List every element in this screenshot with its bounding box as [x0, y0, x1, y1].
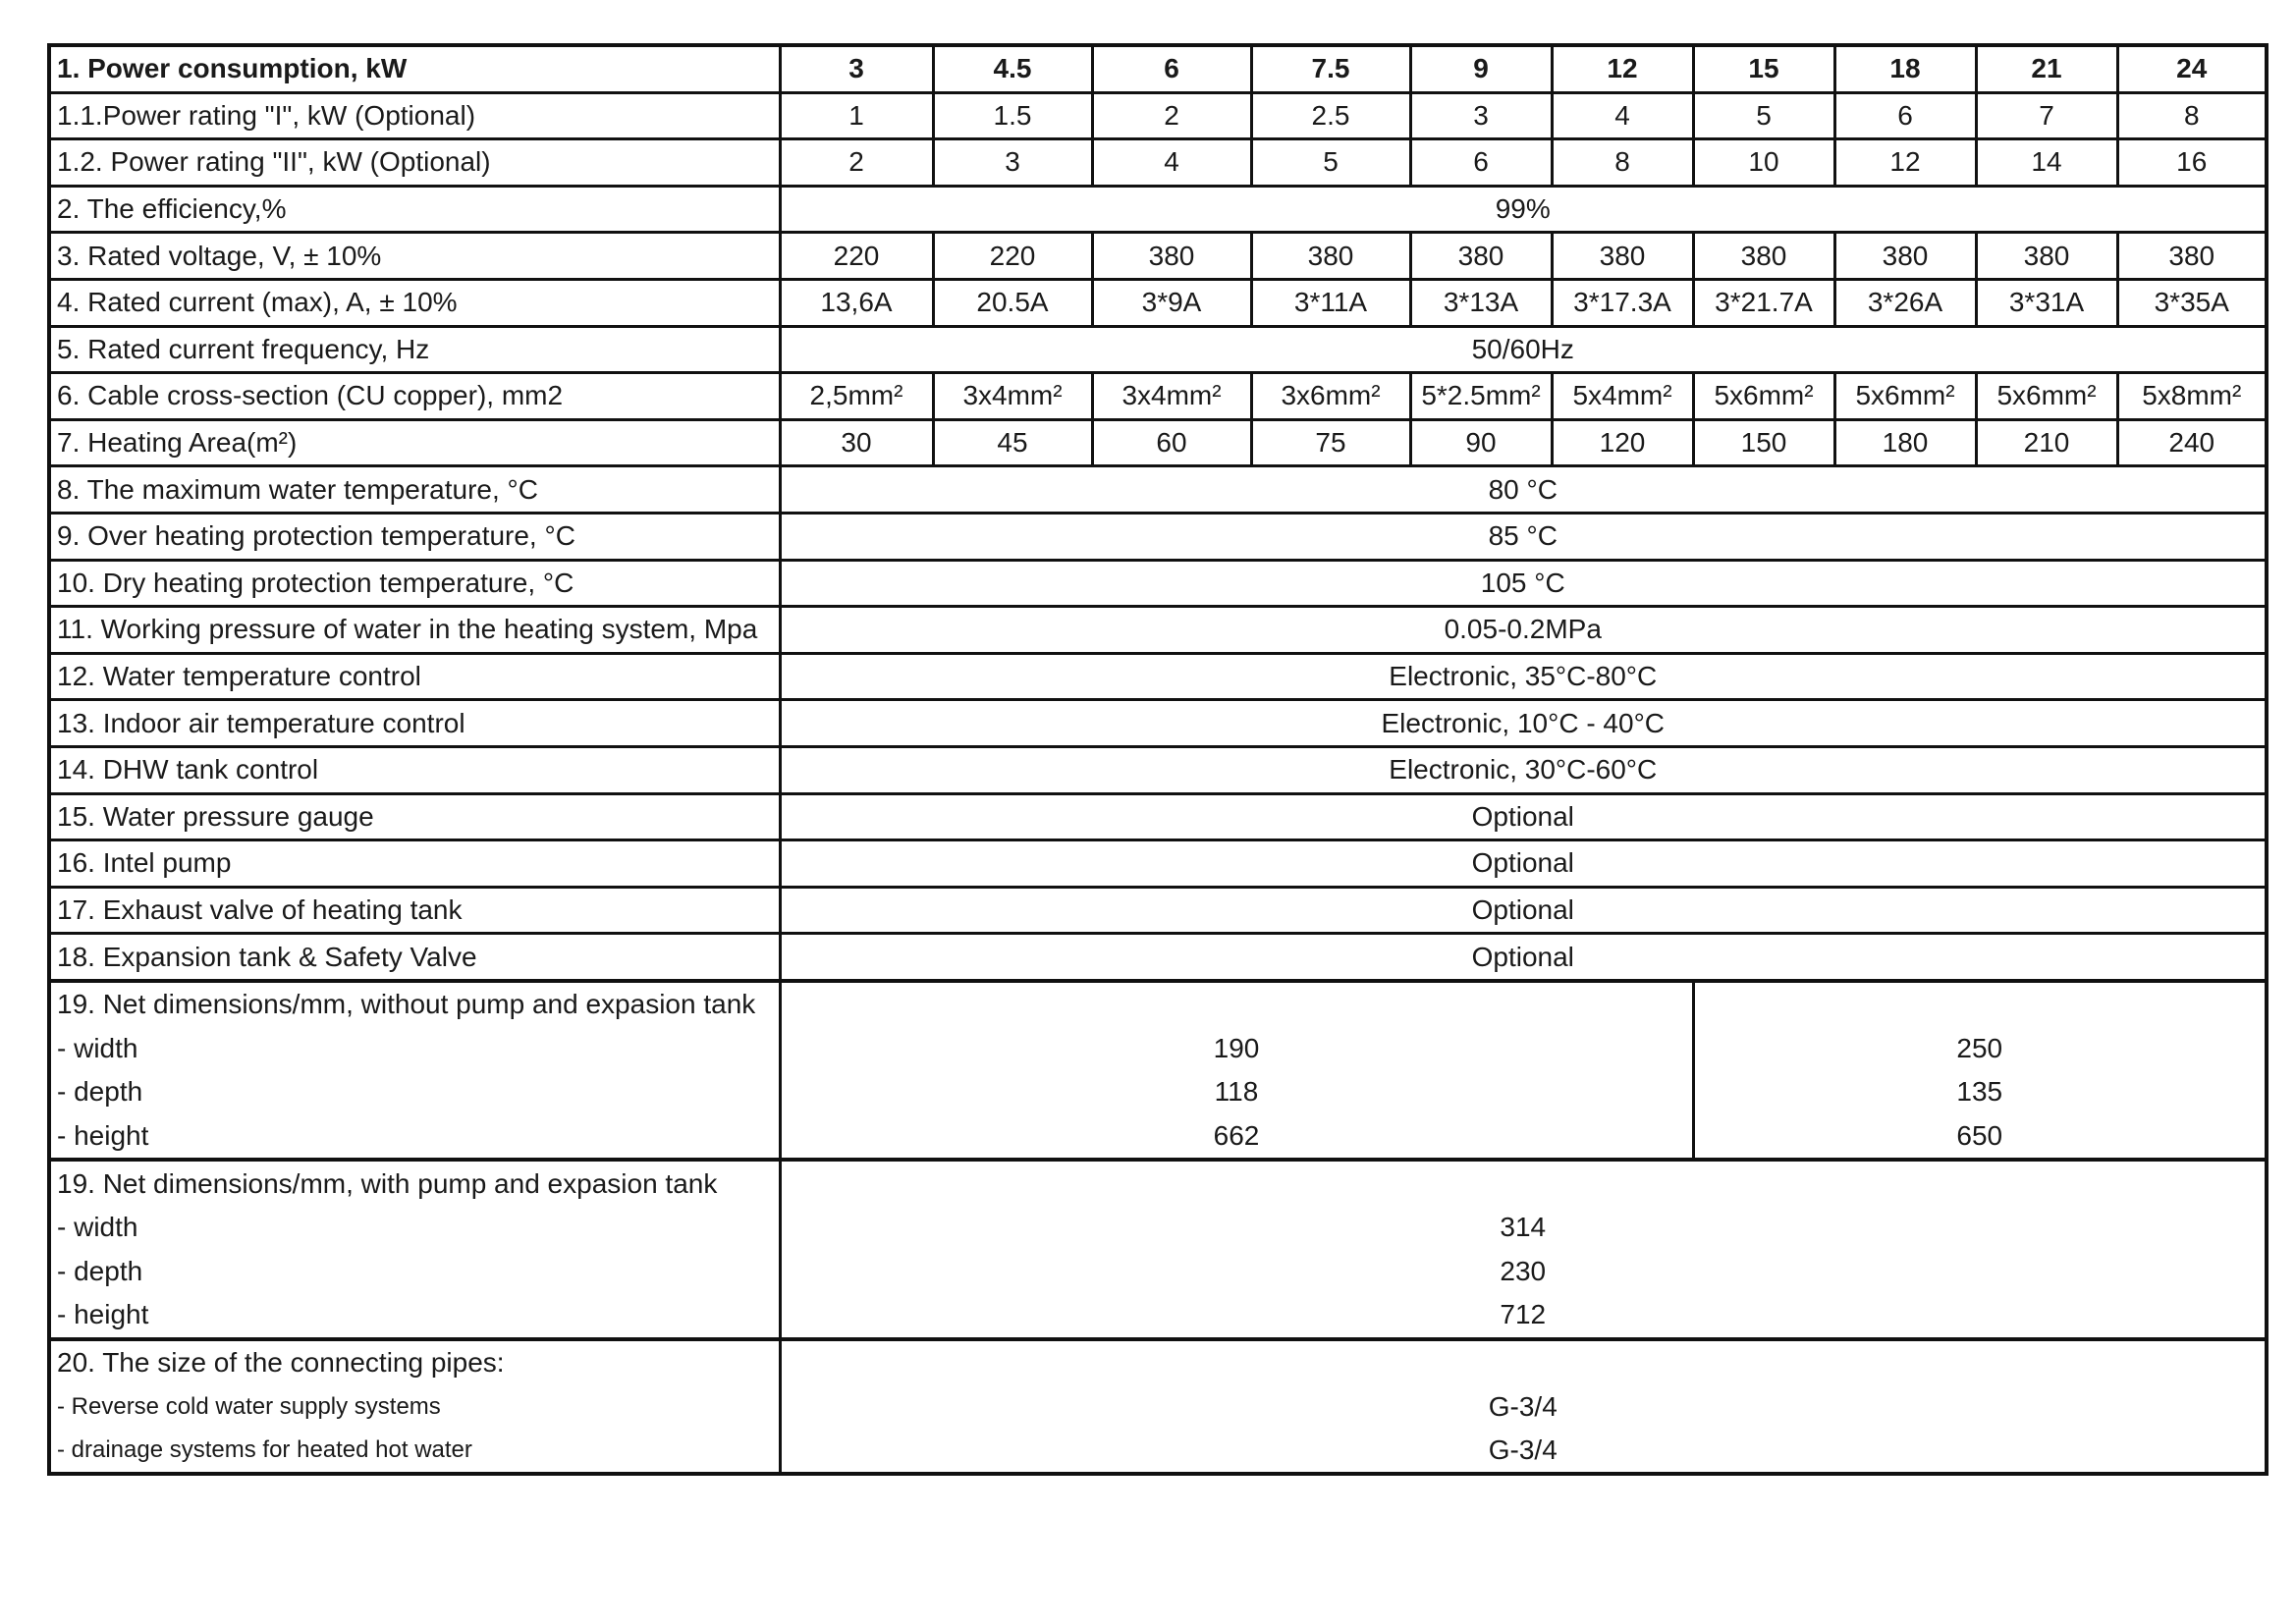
cell-value: 2,5mm² [780, 373, 933, 420]
cell-value: Optional [780, 887, 2267, 934]
row-label: 6. Cable cross-section (CU copper), mm2 [49, 373, 780, 420]
cell-value: 3*13A [1410, 279, 1552, 326]
cell-value: 6 [1834, 92, 1976, 139]
cell-value: 1 [780, 92, 933, 139]
cell-value: 3*9A [1092, 279, 1251, 326]
power-value: 21 [1976, 45, 2117, 92]
table-row-dims-with-width [49, 1206, 2267, 1250]
cell-value: Optional [780, 840, 2267, 888]
table-row-efficiency [49, 186, 2267, 233]
cell-value: 99% [780, 186, 2267, 233]
table-row-overheating-protection [49, 513, 2267, 560]
cell-value: 7 [1976, 92, 2117, 139]
cell-value: 120 [1552, 419, 1693, 466]
row-label: 13. Indoor air temperature control [49, 700, 780, 747]
table-row-dims-without-height [49, 1114, 2267, 1161]
cell-value: 0.05-0.2MPa [780, 607, 2267, 654]
row-label: - width [49, 1206, 780, 1250]
table-row-rated-current [49, 279, 2267, 326]
row-label: - height [49, 1293, 780, 1339]
cell-value: 3*21.7A [1693, 279, 1834, 326]
empty-cell [780, 981, 1693, 1027]
cell-value: 314 [780, 1206, 2267, 1250]
table-row-indoor-air-temperature-control [49, 700, 2267, 747]
row-label: 5. Rated current frequency, Hz [49, 326, 780, 373]
cell-value: 60 [1092, 419, 1251, 466]
power-value: 3 [780, 45, 933, 92]
cell-value: 8 [2117, 92, 2267, 139]
empty-cell [780, 1339, 2267, 1385]
table-row-dhw-tank-control [49, 746, 2267, 793]
cell-value: G-3/4 [780, 1429, 2267, 1475]
cell-value: 3*26A [1834, 279, 1976, 326]
specification-table [47, 43, 2269, 1476]
cell-value: 16 [2117, 139, 2267, 187]
cell-value: 14 [1976, 139, 2117, 187]
cell-value: 13,6A [780, 279, 933, 326]
cell-value: 3x4mm² [933, 373, 1092, 420]
cell-value: 3*35A [2117, 279, 2267, 326]
cell-value: 30 [780, 419, 933, 466]
cell-value: 3 [933, 139, 1092, 187]
section-title: 19. Net dimensions/mm, with pump and expasion tank [49, 1160, 780, 1206]
cell-value: 5x6mm² [1976, 373, 2117, 420]
cell-value: 3*31A [1976, 279, 2117, 326]
row-label: 15. Water pressure gauge [49, 793, 780, 840]
cell-value: 380 [1834, 233, 1976, 280]
cell-value: 150 [1693, 419, 1834, 466]
table-row-water-temperature-control [49, 653, 2267, 700]
table-row-power-rating-2 [49, 139, 2267, 187]
cell-value: 380 [1092, 233, 1251, 280]
cell-value: 1.5 [933, 92, 1092, 139]
cell-value: 3 [1410, 92, 1552, 139]
cell-value: 650 [1693, 1114, 2267, 1161]
cell-value: 10 [1693, 139, 1834, 187]
row-label: 17. Exhaust valve of heating tank [49, 887, 780, 934]
row-label: 1. Power consumption, kW [49, 45, 780, 92]
table-row-exhaust-valve [49, 887, 2267, 934]
row-label: - depth [49, 1070, 780, 1114]
cell-value: 45 [933, 419, 1092, 466]
cell-value: 180 [1834, 419, 1976, 466]
power-value: 7.5 [1251, 45, 1410, 92]
cell-value: 662 [780, 1114, 1693, 1161]
cell-value: 85 °C [780, 513, 2267, 560]
row-label: 18. Expansion tank & Safety Valve [49, 934, 780, 981]
cell-value: 5 [1693, 92, 1834, 139]
cell-value: 5x8mm² [2117, 373, 2267, 420]
table-row-power-rating-1 [49, 92, 2267, 139]
cell-value: 90 [1410, 419, 1552, 466]
cell-value: 5*2.5mm² [1410, 373, 1552, 420]
table-row-dims-without-title [49, 981, 2267, 1027]
cell-value: Electronic, 10°C - 40°C [780, 700, 2267, 747]
cell-value: 190 [780, 1026, 1693, 1070]
row-label: 1.2. Power rating "II", kW (Optional) [49, 139, 780, 187]
table-row-power-consumption [49, 45, 2267, 92]
cell-value: G-3/4 [780, 1384, 2267, 1429]
cell-value: 230 [780, 1249, 2267, 1293]
cell-value: 380 [1410, 233, 1552, 280]
table-row-dims-with-title [49, 1160, 2267, 1206]
section-title: 19. Net dimensions/mm, without pump and expasion tank [49, 981, 780, 1027]
cell-value: 12 [1834, 139, 1976, 187]
row-label: 2. The efficiency,% [49, 186, 780, 233]
cell-value: 80 °C [780, 466, 2267, 514]
power-value: 6 [1092, 45, 1251, 92]
cell-value: 5 [1251, 139, 1410, 187]
table-row-heating-area [49, 419, 2267, 466]
cell-value: 380 [1251, 233, 1410, 280]
table-row-frequency [49, 326, 2267, 373]
cell-value: 105 °C [780, 560, 2267, 607]
power-value: 15 [1693, 45, 1834, 92]
table-row-working-pressure [49, 607, 2267, 654]
cell-value: 712 [780, 1293, 2267, 1339]
table-row-dry-heating-protection [49, 560, 2267, 607]
row-label: - width [49, 1026, 780, 1070]
cell-value: 380 [1552, 233, 1693, 280]
cell-value: 220 [933, 233, 1092, 280]
cell-value: 2.5 [1251, 92, 1410, 139]
row-label: 16. Intel pump [49, 840, 780, 888]
row-label: 11. Working pressure of water in the heating system, Mpa [49, 607, 780, 654]
cell-value: Electronic, 30°C-60°C [780, 746, 2267, 793]
cell-value: 4 [1092, 139, 1251, 187]
row-label: - drainage systems for heated hot water [49, 1429, 780, 1475]
table-row-dims-without-depth [49, 1070, 2267, 1114]
cell-value: 3x4mm² [1092, 373, 1251, 420]
cell-value: 2 [780, 139, 933, 187]
table-row-pipes-cold-supply [49, 1384, 2267, 1429]
row-label: 10. Dry heating protection temperature, °C [49, 560, 780, 607]
row-label: 3. Rated voltage, V, ± 10% [49, 233, 780, 280]
row-label: 12. Water temperature control [49, 653, 780, 700]
cell-value: 380 [1976, 233, 2117, 280]
table-row-cable-cross-section [49, 373, 2267, 420]
cell-value: 240 [2117, 419, 2267, 466]
cell-value: 380 [1693, 233, 1834, 280]
cell-value: 4 [1552, 92, 1693, 139]
table-row-dims-without-width [49, 1026, 2267, 1070]
cell-value: 50/60Hz [780, 326, 2267, 373]
cell-value: 210 [1976, 419, 2117, 466]
empty-cell [1693, 981, 2267, 1027]
table-row-intel-pump [49, 840, 2267, 888]
cell-value: 75 [1251, 419, 1410, 466]
cell-value: 5x4mm² [1552, 373, 1693, 420]
row-label: - depth [49, 1249, 780, 1293]
cell-value: Electronic, 35°C-80°C [780, 653, 2267, 700]
cell-value: 3*11A [1251, 279, 1410, 326]
cell-value: 380 [2117, 233, 2267, 280]
cell-value: 6 [1410, 139, 1552, 187]
table-row-pipes-title [49, 1339, 2267, 1385]
cell-value: 8 [1552, 139, 1693, 187]
power-value: 4.5 [933, 45, 1092, 92]
cell-value: 3*17.3A [1552, 279, 1693, 326]
power-value: 9 [1410, 45, 1552, 92]
cell-value: 5x6mm² [1834, 373, 1976, 420]
row-label: 8. The maximum water temperature, °C [49, 466, 780, 514]
table-row-expansion-tank-safety-valve [49, 934, 2267, 981]
cell-value: Optional [780, 793, 2267, 840]
row-label: - Reverse cold water supply systems [49, 1384, 780, 1429]
empty-cell [780, 1160, 2267, 1206]
table-row-dims-with-depth [49, 1249, 2267, 1293]
cell-value: 20.5A [933, 279, 1092, 326]
section-title: 20. The size of the connecting pipes: [49, 1339, 780, 1385]
cell-value: 3x6mm² [1251, 373, 1410, 420]
row-label: 7. Heating Area(m²) [49, 419, 780, 466]
table-row-rated-voltage [49, 233, 2267, 280]
row-label: 4. Rated current (max), A, ± 10% [49, 279, 780, 326]
power-value: 12 [1552, 45, 1693, 92]
power-value: 18 [1834, 45, 1976, 92]
cell-value: 5x6mm² [1693, 373, 1834, 420]
table-row-max-water-temperature [49, 466, 2267, 514]
cell-value: 118 [780, 1070, 1693, 1114]
cell-value: Optional [780, 934, 2267, 981]
table-row-dims-with-height [49, 1293, 2267, 1339]
power-value: 24 [2117, 45, 2267, 92]
cell-value: 135 [1693, 1070, 2267, 1114]
table-row-pipes-drainage [49, 1429, 2267, 1475]
row-label: 14. DHW tank control [49, 746, 780, 793]
cell-value: 2 [1092, 92, 1251, 139]
table-row-water-pressure-gauge [49, 793, 2267, 840]
row-label: 1.1.Power rating "I", kW (Optional) [49, 92, 780, 139]
row-label: 9. Over heating protection temperature, °C [49, 513, 780, 560]
cell-value: 250 [1693, 1026, 2267, 1070]
cell-value: 220 [780, 233, 933, 280]
row-label: - height [49, 1114, 780, 1161]
